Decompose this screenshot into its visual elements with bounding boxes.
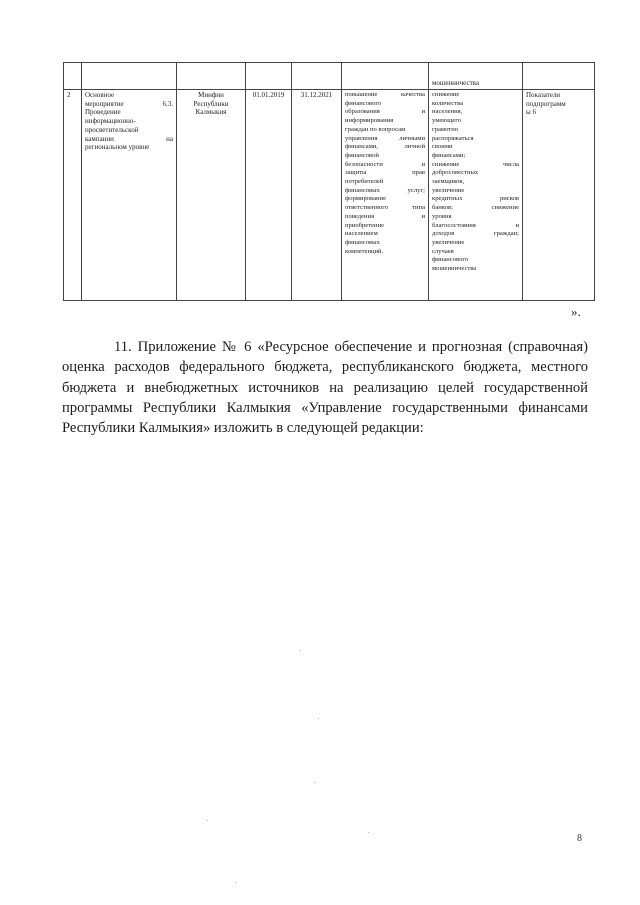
- consequence-line: своими: [432, 143, 453, 151]
- indicators-cell: [523, 90, 595, 301]
- executor-cell: [177, 90, 246, 301]
- table-cell: [64, 63, 82, 90]
- result-line: потребителей: [345, 178, 384, 186]
- paragraph-line: 11. Приложение № 6 «Ресурсное обеспечение и прогнозная (справочная): [114, 339, 588, 355]
- consequence-line: заемщиков,: [432, 178, 465, 186]
- table-cell: [82, 63, 177, 90]
- result-line: населением: [345, 230, 378, 238]
- consequence-continuation: мошенничества: [432, 79, 479, 88]
- paragraph-line: программы Республики Калмыкия «Управление государственными финансами: [62, 399, 588, 416]
- end-date-cell: [292, 90, 342, 301]
- consequence-line: финансового: [432, 256, 469, 264]
- event-line: просветительской: [85, 125, 139, 134]
- consequence-line: добросовестных: [432, 169, 479, 177]
- table-cell: [342, 63, 429, 90]
- consequence-line: распоряжаться: [432, 134, 474, 142]
- consequence-line: грамотно: [432, 125, 459, 133]
- table-cell: [429, 63, 523, 90]
- table-cell: [523, 63, 595, 90]
- result-line: финансовой: [345, 151, 379, 159]
- result-line: финансовых: [345, 238, 380, 246]
- result-line: повышение качества: [345, 91, 425, 98]
- indicators-line: ы 6: [526, 108, 536, 117]
- scan-speck: [235, 882, 236, 883]
- consequence-line: снижение: [432, 91, 460, 98]
- consequence-line: финансами;: [432, 151, 466, 159]
- event-line: мероприятие 6.3.: [85, 99, 173, 108]
- result-line: поведения и: [345, 212, 425, 220]
- paragraph-line: Республики Калмыкия» изложить в следующей редакции:: [62, 420, 424, 437]
- event-line: Проведение: [85, 108, 121, 117]
- result-line: граждан по вопросам: [345, 125, 406, 133]
- result-line: ответственного типа: [345, 204, 425, 212]
- consequence-line: доходов граждан;: [432, 230, 519, 238]
- consequence-line: уровня: [432, 212, 452, 220]
- event-line: информационно-: [85, 117, 136, 126]
- consequence-line: увеличение: [432, 186, 465, 194]
- consequence-line: благосостояния и: [432, 221, 519, 229]
- result-line: информирования: [345, 117, 394, 125]
- result-line: формирование: [345, 195, 386, 203]
- paragraph-line: бюджета и внебюджетных источников на реализацию целей государственной: [62, 379, 588, 396]
- result-cell: [342, 90, 429, 301]
- result-line: финансового: [345, 99, 382, 107]
- consequence-line: снижение числа: [432, 160, 519, 168]
- page-number: 8: [577, 833, 582, 844]
- table-cell: [292, 63, 342, 90]
- scan-speck: [300, 650, 301, 651]
- start-date-cell: [246, 90, 292, 301]
- executor-line: Республики: [193, 99, 229, 108]
- amendment-paragraph: [62, 337, 588, 438]
- event-line: Основное: [85, 91, 115, 99]
- executor-line: Калмыкия: [195, 108, 227, 117]
- event-cell: [82, 90, 177, 301]
- consequence-line: случаев: [432, 247, 454, 255]
- row-number-cell: [64, 90, 82, 301]
- consequence-line: банков; снижение: [432, 204, 519, 212]
- executor-line: Минфин: [198, 91, 224, 99]
- scan-speck: [368, 832, 369, 833]
- table-row: [64, 90, 595, 301]
- result-line: безопасности и: [345, 160, 425, 168]
- consequence-line: увеличение: [432, 238, 465, 246]
- scan-speck: [318, 718, 319, 719]
- closing-quote: ».: [571, 304, 581, 319]
- consequence-line: умеющего: [432, 117, 462, 125]
- result-line: защиты прав: [345, 169, 425, 177]
- end-date: 31.12.2021: [300, 91, 333, 99]
- result-line: управления личными: [345, 134, 425, 142]
- table-cell: [177, 63, 246, 90]
- indicators-line: подпрограмм: [526, 99, 566, 108]
- event-line: кампании на: [85, 134, 173, 143]
- event-line: региональном уровне: [85, 143, 150, 152]
- consequence-cell: [429, 90, 523, 301]
- program-events-table: [63, 62, 595, 301]
- table-cell: [246, 63, 292, 90]
- result-line: финансами, личной: [345, 143, 425, 151]
- start-date: 01.01.2019: [252, 91, 285, 99]
- consequence-line: количества: [432, 99, 464, 107]
- scan-speck: [207, 820, 208, 821]
- consequence-line: кредитных рисков: [432, 195, 519, 203]
- paragraph-line: оценка расходов федерального бюджета, республиканского бюджета, местного: [62, 359, 588, 376]
- result-line: приобретение: [345, 221, 385, 229]
- result-line: финансовых услуг;: [345, 186, 425, 194]
- result-line: компетенций.: [345, 247, 384, 255]
- result-line: образования и: [345, 108, 425, 116]
- scan-speck: [314, 782, 315, 783]
- indicators-line: Показатели: [526, 91, 561, 99]
- consequence-line: мошенничества: [432, 265, 477, 273]
- consequence-line: населения,: [432, 108, 463, 116]
- table-row: [64, 63, 595, 90]
- row-number: 2: [67, 91, 71, 99]
